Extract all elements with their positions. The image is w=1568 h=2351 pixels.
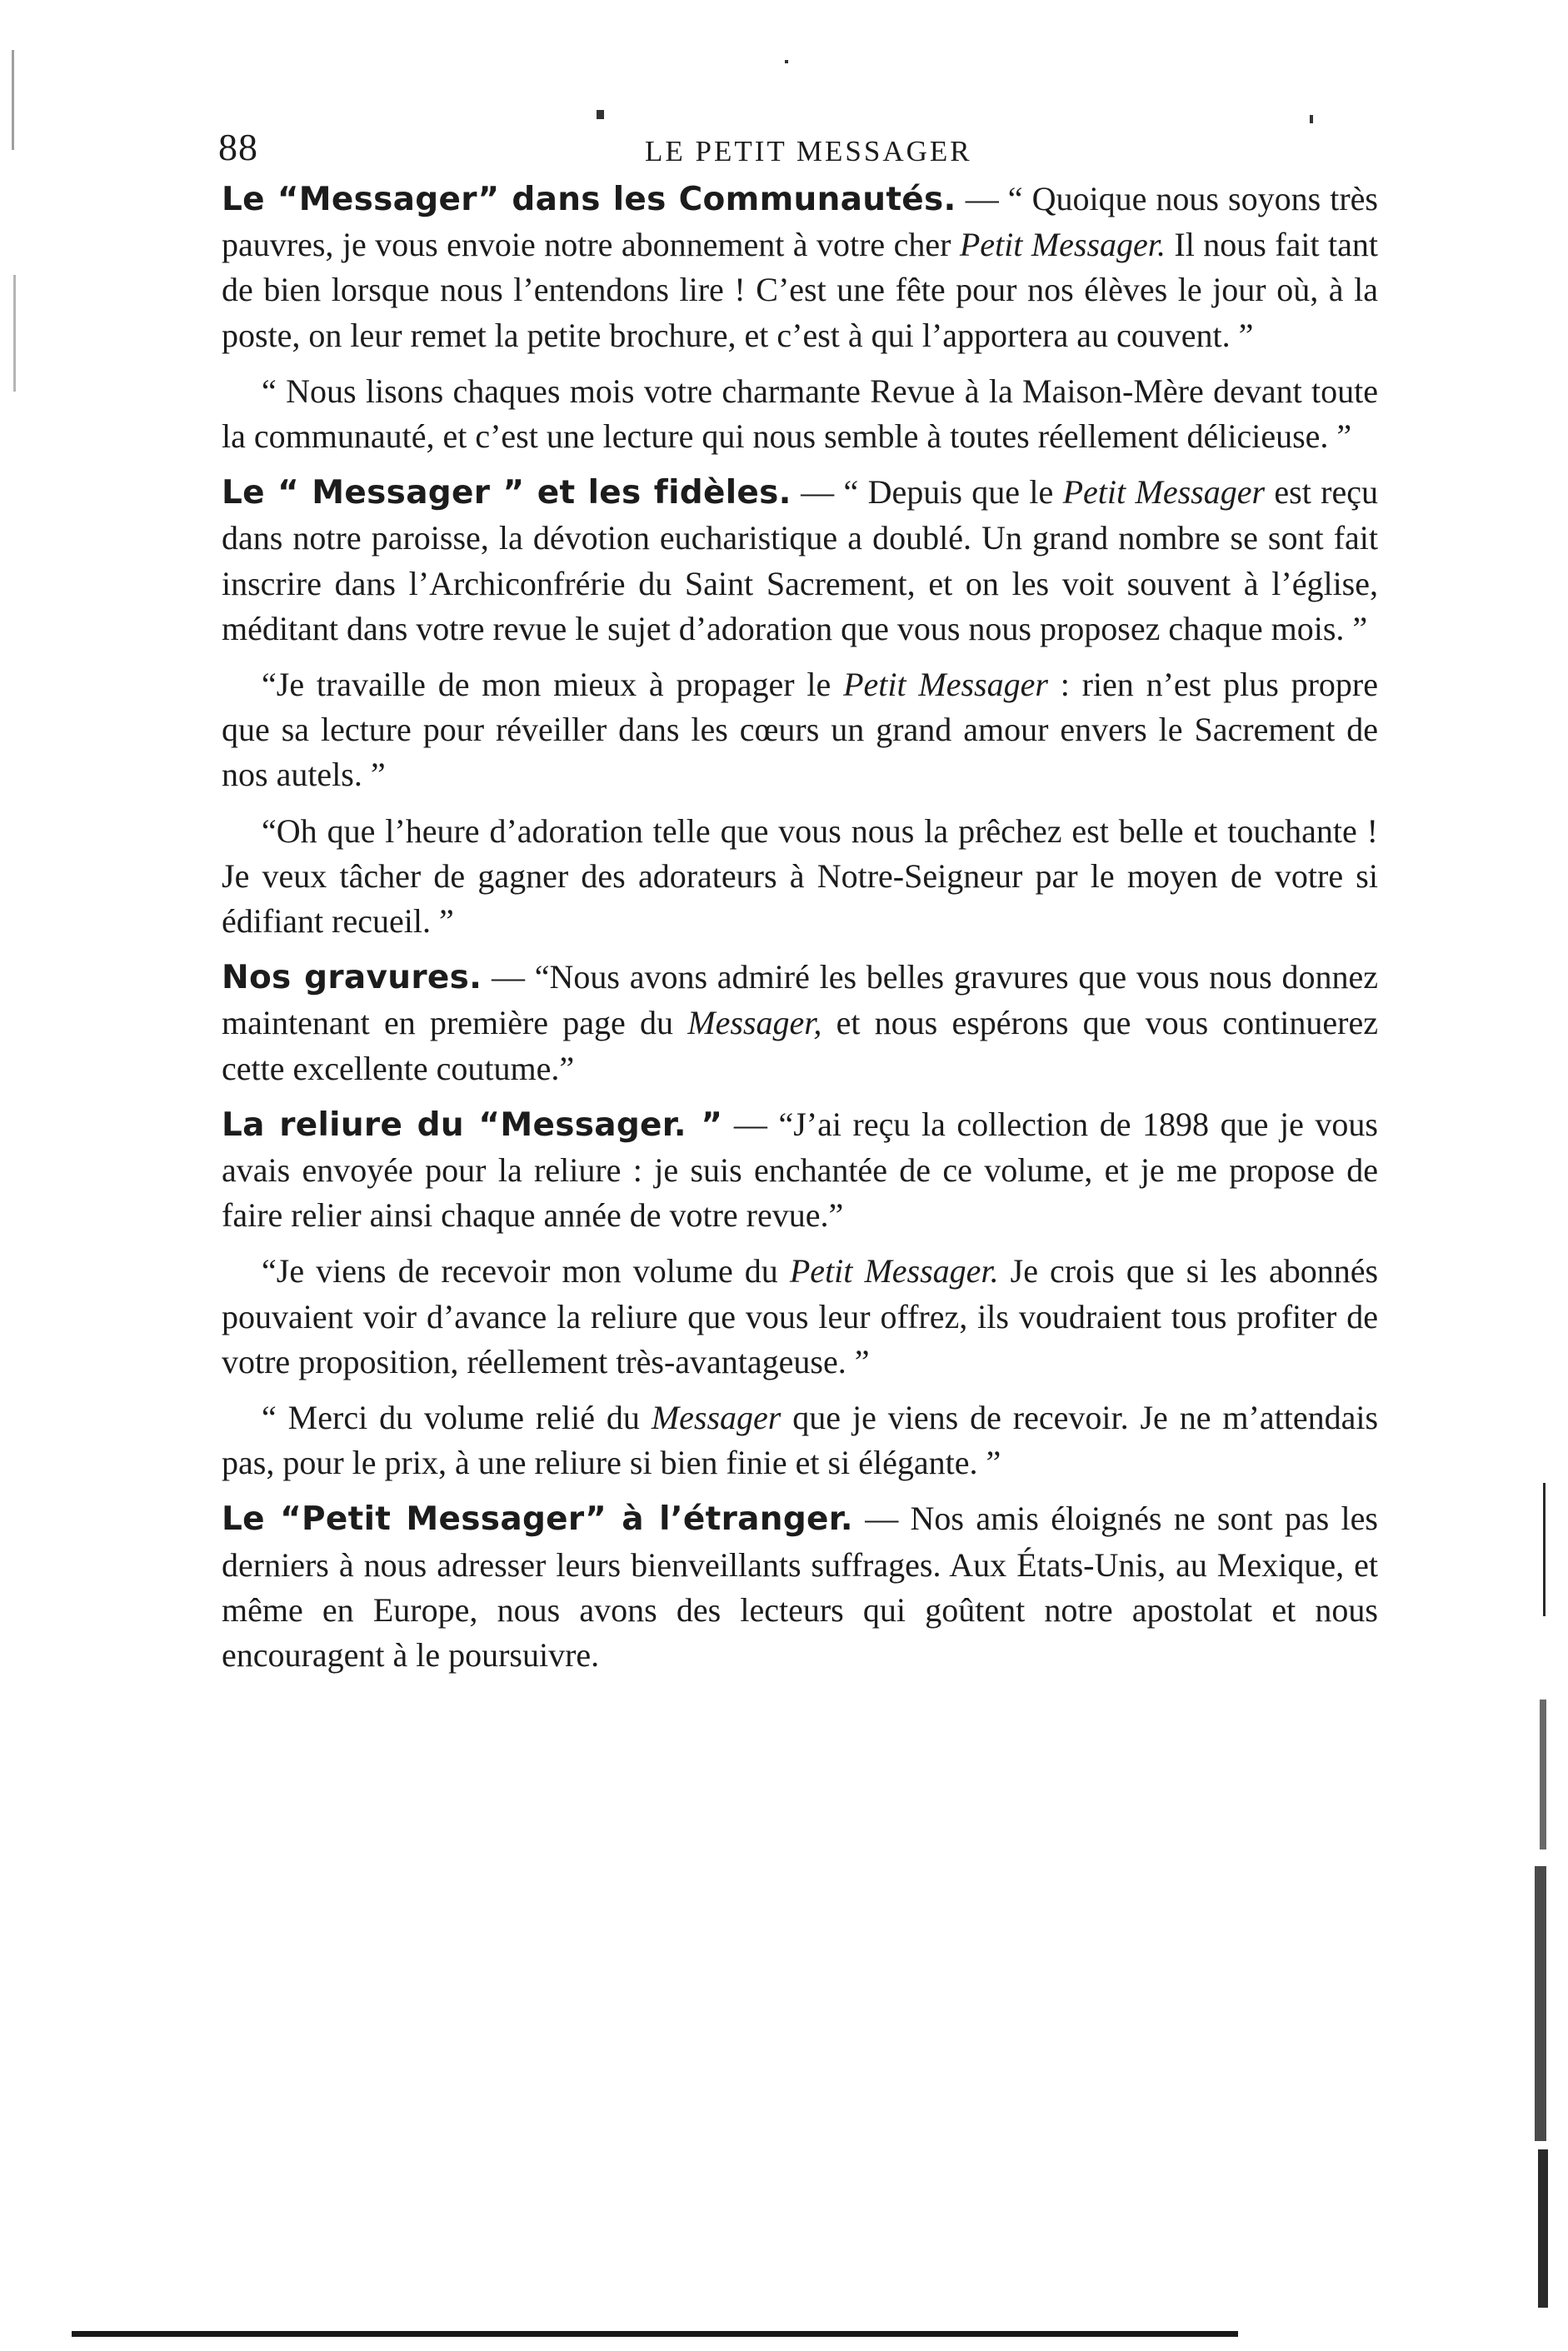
paragraph-text: que je viens de recevoir. Je ne m’attendais pas, pour le prix, à une reliure si bien finie et si élégante. ” — [222, 1399, 1379, 1482]
italic-title: Petit Messager — [1062, 473, 1266, 512]
section-reliure-para-1 — [222, 1102, 1378, 1239]
section-fideles-para-3 — [222, 809, 1378, 945]
section-etranger-para-1 — [222, 1496, 1378, 1678]
paragraph-text: — Nos amis éloignés ne sont pas les derniers à nous adresser leurs bienveillants suffrages. Aux États-Unis, au Mexique, et même en Europe, nous avons des lecteurs qui goûtent notre apostolat et nous encouragent à le poursuivre. — [222, 1500, 1378, 1675]
margin-bleed-right — [1538, 2149, 1548, 2308]
section-heading-reliure: La reliure du “Messager. ” — [222, 1106, 723, 1144]
paragraph-text: et nous espérons que vous continuerez cette excellente coutume.” — [222, 1004, 1378, 1087]
scan-speck — [785, 60, 788, 63]
margin-bleed-left — [13, 275, 16, 392]
section-heading-fideles: Le “ Messager ” et les fidèles. — [222, 474, 791, 512]
section-fideles-para-2 — [222, 662, 1378, 798]
section-communautes-para-1 — [222, 177, 1378, 358]
paragraph-text: — “J’ai reçu la collection de 1898 que je vous avais envoyée pour la reliure : je suis enchantée de ce volume, et je me propose de faire relier ainsi chaque année de votre revue.” — [222, 1105, 1378, 1235]
margin-bleed-right — [1540, 1700, 1546, 1849]
paragraph-text: — “ Quoique nous soyons très pauvres, je vous envoie notre abonnement à votre cher — [222, 180, 1378, 264]
section-heading-etranger: Le “Petit Messager” à l’étranger. — [222, 1500, 853, 1539]
paragraph-text: “Je travaille de mon mieux à propager le — [262, 666, 844, 704]
section-heading-gravures: Nos gravures. — [222, 959, 482, 997]
paragraph-text: — “ Depuis que le — [791, 473, 1063, 512]
bottom-edge-rule — [72, 2331, 1238, 2337]
page-header — [218, 125, 1376, 183]
margin-bleed-right — [1535, 1866, 1546, 2141]
section-reliure-para-2 — [222, 1249, 1378, 1385]
margin-bleed-left — [12, 50, 14, 150]
article-body — [222, 177, 1378, 1678]
paragraph-text: Il nous fait tant de bien lorsque nous l’entendons lire ! C’est une fête pour nos élèves le jour où, à la poste, on leur remet la petite brochure, et c’est à qui l’apportera au couvent. ” — [222, 226, 1379, 354]
paragraph-text: Je crois que si les abonnés pouvaient voir d’avance la reliure que vous leur offrez, ils voudraient tous profiter de votre proposition, réellement très-avantageuse. ” — [222, 1252, 1379, 1380]
section-heading-communautes: Le “Messager” dans les Communautés. — [222, 181, 956, 218]
running-title: LE PETIT MESSAGER — [645, 135, 972, 167]
scan-speck — [1310, 115, 1313, 123]
page-number: 88 — [218, 126, 258, 168]
margin-bleed-right — [1543, 1483, 1546, 1616]
italic-title: Petit Messager. — [959, 226, 1166, 264]
italic-title: Petit Messager — [843, 666, 1048, 704]
scan-speck — [597, 110, 604, 119]
paragraph-text: — “Nous avons admiré les belles gravures que vous nous donnez maintenant en première page du — [222, 958, 1378, 1042]
section-communautes-para-2 — [222, 369, 1378, 459]
section-fideles-para-1 — [222, 470, 1378, 651]
paragraph-text: “ Merci du volume relié du — [262, 1399, 652, 1437]
section-reliure-para-3 — [222, 1395, 1378, 1485]
italic-title: Messager — [651, 1399, 782, 1437]
paragraph-text: “Oh que l’heure d’adoration telle que vous nous la prêchez est belle et touchante ! Je veux tâcher de gagner des adorateurs à Notre-Seigneur par le moyen de votre si édifiant recueil. ” — [222, 811, 1378, 941]
italic-title: Petit Messager. — [789, 1252, 999, 1290]
paragraph-text: “ Nous lisons chaques mois votre charmante Revue à la Maison-Mère devant toute la communauté, et c’est une lecture qui nous semble à toutes réellement délicieuse. ” — [222, 372, 1378, 456]
section-gravures-para-1 — [222, 955, 1378, 1091]
italic-title: Messager, — [687, 1004, 822, 1042]
paragraph-text: : rien n’est plus propre que sa lecture pour réveiller dans les cœurs un grand amour envers le Sacrement de nos autels. ” — [222, 666, 1379, 794]
paragraph-text: est reçu dans notre paroisse, la dévotion eucharistique a doublé. Un grand nombre se sont fait inscrire dans l’Archiconfrérie du Saint Sacrement, et on les voit souvent à l’église, méditant dans votre revue le sujet d’adoration que vous nous proposez chaque mois. ” — [222, 473, 1379, 647]
paragraph-text: “Je viens de recevoir mon volume du — [262, 1252, 790, 1290]
